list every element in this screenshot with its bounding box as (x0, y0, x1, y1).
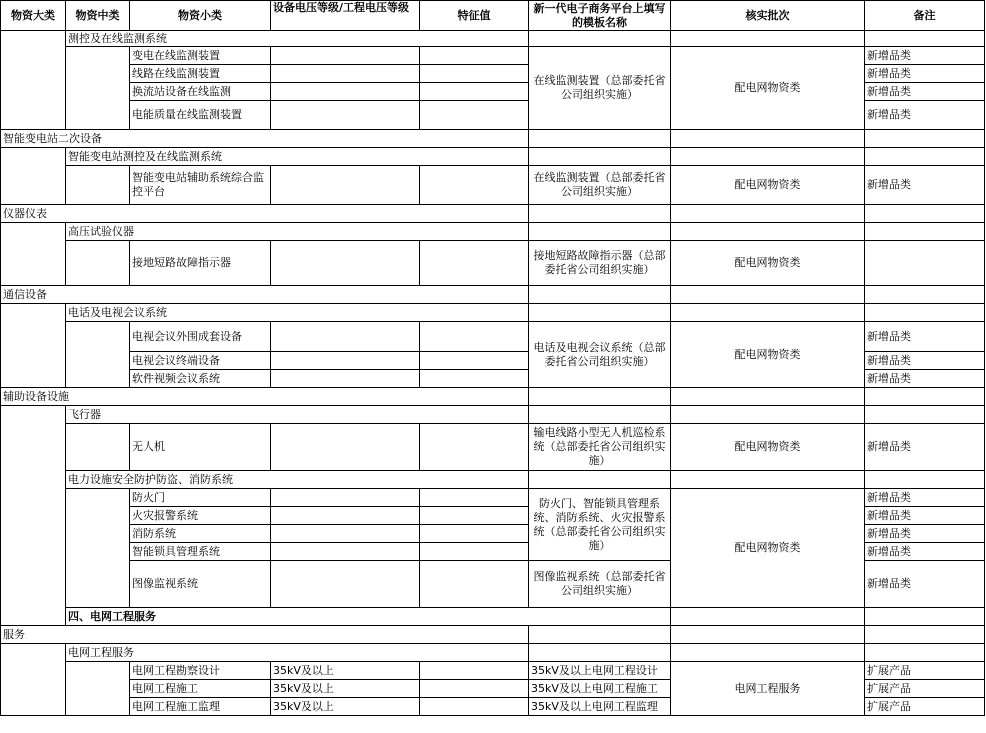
cell (420, 424, 529, 471)
cell (1, 644, 66, 716)
sub-category-cell: 电网工程施工 (130, 680, 271, 698)
cell (420, 47, 529, 65)
cell (865, 205, 985, 223)
mid-category-cell: 电网工程服务 (66, 644, 529, 662)
cell (420, 352, 529, 370)
remark-cell: 新增品类 (865, 370, 985, 388)
mid-category-cell: 飞行器 (66, 406, 529, 424)
batch-cell: 配电网物资类 (671, 424, 865, 471)
cell (420, 322, 529, 352)
cell (420, 101, 529, 130)
mid-category-cell: 电话及电视会议系统 (66, 304, 529, 322)
cell (271, 166, 420, 205)
cell (420, 561, 529, 608)
header-template: 新一代电子商务平台上填写的模板名称 (529, 1, 671, 31)
cell (271, 543, 420, 561)
cell (671, 626, 865, 644)
remark-cell: 新增品类 (865, 424, 985, 471)
table-row (1, 286, 985, 304)
cell (420, 507, 529, 525)
cell (66, 241, 130, 286)
cell (671, 31, 865, 47)
cell (671, 304, 865, 322)
voltage-cell: 35kV及以上 (271, 680, 420, 698)
sub-category-cell: 电网工程施工监理 (130, 698, 271, 716)
template-cell: 输电线路小型无人机巡检系统（总部委托省公司组织实施） (529, 424, 671, 471)
cell (671, 223, 865, 241)
cell (420, 543, 529, 561)
batch-cell: 电网工程服务 (671, 662, 865, 716)
sub-category-cell: 消防系统 (130, 525, 271, 543)
sub-category-cell: 火灾报警系统 (130, 507, 271, 525)
cell (671, 644, 865, 662)
remark-cell: 新增品类 (865, 525, 985, 543)
cell (420, 698, 529, 716)
cell (529, 644, 671, 662)
cell (271, 507, 420, 525)
table-row (1, 148, 985, 166)
cell (865, 130, 985, 148)
cell (865, 241, 985, 286)
cell (529, 286, 671, 304)
cell (271, 352, 420, 370)
batch-cell: 配电网物资类 (671, 241, 865, 286)
category-cell: 通信设备 (1, 286, 529, 304)
cell (1, 31, 66, 130)
remark-cell: 新增品类 (865, 166, 985, 205)
table-row (1, 130, 985, 148)
remark-cell: 新增品类 (865, 507, 985, 525)
cell (865, 286, 985, 304)
cell (865, 471, 985, 489)
sub-category-cell: 电能质量在线监测装置 (130, 101, 271, 130)
template-cell: 电话及电视会议系统（总部委托省公司组织实施） (529, 322, 671, 388)
table-row (1, 406, 985, 424)
cell (865, 644, 985, 662)
cell (66, 166, 130, 205)
mid-category-cell: 高压试验仪器 (66, 223, 529, 241)
cell (420, 525, 529, 543)
batch-cell: 配电网物资类 (671, 322, 865, 388)
table-row (1, 388, 985, 406)
cell (671, 388, 865, 406)
sub-category-cell: 换流站设备在线监测 (130, 83, 271, 101)
cell (271, 489, 420, 507)
header-sub-category: 物资小类 (130, 1, 271, 31)
cell (529, 626, 671, 644)
cell (271, 322, 420, 352)
cell (271, 525, 420, 543)
cell (529, 406, 671, 424)
remark-cell: 新增品类 (865, 65, 985, 83)
cell (1, 148, 66, 205)
sub-category-cell: 变电在线监测装置 (130, 47, 271, 65)
sub-category-cell: 软件视频会议系统 (130, 370, 271, 388)
cell (420, 65, 529, 83)
cell (671, 471, 865, 489)
table-row (1, 424, 985, 471)
cell (1, 406, 66, 626)
cell (271, 424, 420, 471)
batch-cell: 配电网物资类 (671, 166, 865, 205)
cell (865, 148, 985, 166)
cell (865, 626, 985, 644)
cell (529, 148, 671, 166)
sub-category-cell: 电视会议终端设备 (130, 352, 271, 370)
cell (865, 608, 985, 626)
category-cell: 服务 (1, 626, 529, 644)
remark-cell: 新增品类 (865, 352, 985, 370)
template-cell: 35kV及以上电网工程施工 (529, 680, 671, 698)
cell (420, 166, 529, 205)
cell (271, 241, 420, 286)
header-voltage: 设备电压等级/工程电压等级 (271, 1, 420, 31)
cell (671, 148, 865, 166)
cell (271, 83, 420, 101)
remark-cell: 新增品类 (865, 561, 985, 608)
cell (66, 489, 130, 608)
cell (66, 662, 130, 716)
sub-category-cell: 接地短路故障指示器 (130, 241, 271, 286)
sub-category-cell: 防火门 (130, 489, 271, 507)
table-row (1, 662, 985, 680)
cell (66, 322, 130, 388)
cell (1, 304, 66, 388)
sub-category-cell: 无人机 (130, 424, 271, 471)
cell (671, 286, 865, 304)
cell (420, 662, 529, 680)
header-mid-category: 物资中类 (66, 1, 130, 31)
remark-cell: 扩展产品 (865, 662, 985, 680)
remark-cell: 新增品类 (865, 322, 985, 352)
remark-cell: 新增品类 (865, 543, 985, 561)
cell (671, 608, 865, 626)
cell (671, 130, 865, 148)
template-cell: 35kV及以上电网工程设计 (529, 662, 671, 680)
header-feature: 特征值 (420, 1, 529, 31)
table-row (1, 304, 985, 322)
cell (420, 241, 529, 286)
cell (529, 31, 671, 47)
remark-cell: 新增品类 (865, 489, 985, 507)
cell (271, 101, 420, 130)
table-row (1, 608, 985, 626)
cell (420, 370, 529, 388)
cell (420, 83, 529, 101)
header-category: 物资大类 (1, 1, 66, 31)
cell (529, 223, 671, 241)
table-row (1, 644, 985, 662)
remark-cell: 扩展产品 (865, 680, 985, 698)
cell (66, 47, 130, 130)
header-remark: 备注 (865, 1, 985, 31)
remark-cell: 新增品类 (865, 47, 985, 65)
batch-cell: 配电网物资类 (671, 489, 865, 608)
cell (271, 370, 420, 388)
table-row (1, 205, 985, 223)
mid-category-cell: 电力设施安全防护防盗、消防系统 (66, 471, 529, 489)
cell (671, 406, 865, 424)
cell (529, 205, 671, 223)
sub-category-cell: 智能变电站辅助系统综合监控平台 (130, 166, 271, 205)
cell (865, 31, 985, 47)
template-cell: 接地短路故障指示器（总部委托省公司组织实施） (529, 241, 671, 286)
template-cell: 在线监测装置（总部委托省公司组织实施） (529, 166, 671, 205)
sub-category-cell: 电网工程勘察设计 (130, 662, 271, 680)
table-row (1, 626, 985, 644)
template-cell: 35kV及以上电网工程监理 (529, 698, 671, 716)
table-row (1, 322, 985, 352)
cell (271, 561, 420, 608)
template-cell: 在线监测装置（总部委托省公司组织实施） (529, 47, 671, 130)
cell (420, 680, 529, 698)
sub-category-cell: 电视会议外围成套设备 (130, 322, 271, 352)
sub-category-cell: 线路在线监测装置 (130, 65, 271, 83)
voltage-cell: 35kV及以上 (271, 698, 420, 716)
cell (529, 304, 671, 322)
remark-cell: 新增品类 (865, 83, 985, 101)
batch-cell: 配电网物资类 (671, 47, 865, 130)
table-row (1, 223, 985, 241)
cell (420, 489, 529, 507)
category-cell: 智能变电站二次设备 (1, 130, 529, 148)
mid-category-cell: 智能变电站测控及在线监测系统 (66, 148, 529, 166)
remark-cell: 扩展产品 (865, 698, 985, 716)
voltage-cell: 35kV及以上 (271, 662, 420, 680)
cell (671, 205, 865, 223)
sub-category-cell: 图像监视系统 (130, 561, 271, 608)
table-row (1, 31, 985, 47)
header-batch: 核实批次 (671, 1, 865, 31)
mid-category-cell: 测控及在线监测系统 (66, 31, 529, 47)
cell (865, 406, 985, 424)
remark-cell: 新增品类 (865, 101, 985, 130)
sub-category-cell: 智能锁具管理系统 (130, 543, 271, 561)
cell (529, 471, 671, 489)
cell (865, 304, 985, 322)
section-title: 四、电网工程服务 (66, 608, 671, 626)
table-row (1, 489, 985, 507)
table-row (1, 471, 985, 489)
cell (529, 130, 671, 148)
cell (66, 424, 130, 471)
cell (271, 65, 420, 83)
header-row (1, 1, 985, 31)
cell (1, 223, 66, 286)
cell (865, 388, 985, 406)
table-row (1, 241, 985, 286)
category-cell: 仪器仪表 (1, 205, 529, 223)
table-row (1, 47, 985, 65)
category-cell: 辅助设备设施 (1, 388, 529, 406)
cell (529, 388, 671, 406)
template-cell: 图像监视系统（总部委托省公司组织实施） (529, 561, 671, 608)
cell (271, 47, 420, 65)
cell (865, 223, 985, 241)
table-row (1, 166, 985, 205)
template-cell: 防火门、智能锁具管理系统、消防系统、火灾报警系统（总部委托省公司组织实施） (529, 489, 671, 561)
